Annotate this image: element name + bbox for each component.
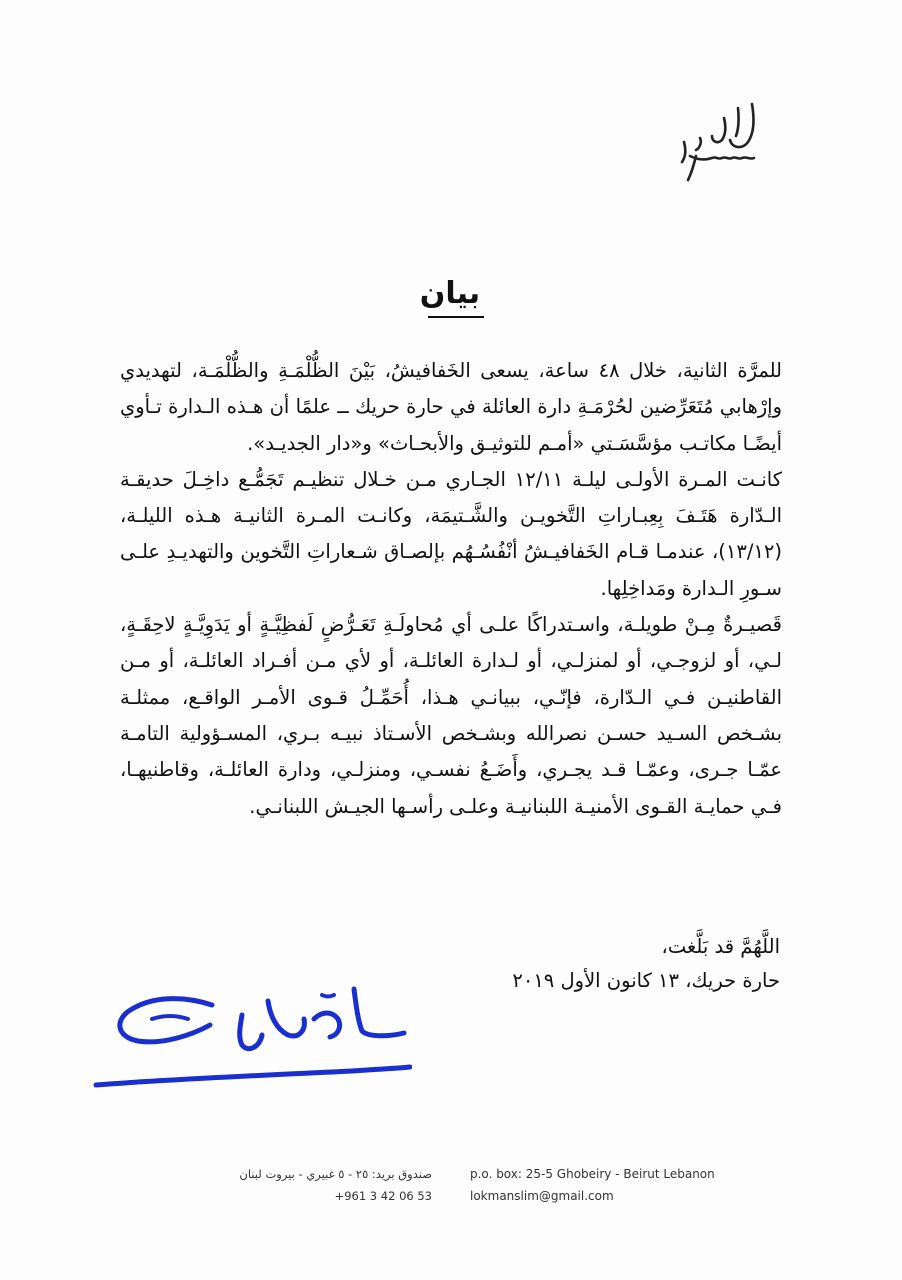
footer-email: lokmanslim@gmail.com (470, 1189, 614, 1203)
title-underline (428, 316, 484, 318)
footer-arabic-contact (200, 1163, 432, 1207)
footer-english-address: p.o. box: 25-5 Ghobeiry - Beirut Lebanon (470, 1167, 715, 1181)
footer-arabic-address: صندوق بريد: ٢٥ - ٥ غبيري - بيروت لبنان (239, 1167, 432, 1181)
signature (92, 975, 412, 1095)
footer-phone: +961 3 42 06 53 (334, 1189, 432, 1203)
paragraph-1: للمرَّة الثانية، خلال ٤٨ ساعة، يسعى الخَفافيشُ، بَيْنَ الظُّلْمَـةِ والظُّلْمَـة، لتهديدي وإرْهابي مُتَعَرِّضين لحُرْمَـةِ دارة العائلة في حارة حريك ــ علمًا أن هـذه الـدارة تـأوي أيضًـا مكاتـب مؤسَّسَـتي «أمـم للتوثيـق والأبحـاث» و«دار الجديـد». (120, 359, 783, 455)
paragraph-2: كانـت المـرة الأولـى ليلـة ١٢/١١ الجـاري مـن خـلال تنظيـم تَجَمُّـع داخِـلَ حديقـة الـدّارة هَتَـفَ بِعِبـاراتِ التَّخويـن والشَّـتيمَة، وكانـت المـرة الثانيـة هـذه الليلـة، (١٣/١٢)، عندمـا قـام الخَفافيـشُ أنْفُسُـهُم بإلصـاق شـعاراتِ التَّخوين والتهديـدِ علـى سـورِ الـدارة ومَداخِلِها. (120, 467, 782, 600)
paragraph-3: قَصيـرةٌ مِـنْ طويلـة، واسـتدراكًا علـى أي مُحاولَـةِ تَعَـرُّضٍ لَفظِيَّـةٍ أو يَدَوِيَّـةٍ لاحِقَـةٍ، لـي، أو لزوجـي، أو لمنزلـي، أو لـدارة العائلـة، أو لأي مـن أفـراد العائلـة، أو مـن القاطنيـن فـي الـدّارة، فإنّـي، ببيانـي هـذا، أُحَمِّـلُ قـوى الأمـر الواقـع، ممثلـة بشـخص السـيد حسـن نصرالله وبشـخص الأسـتاذ نبيـه بـري، المسـؤولية التامـة عمّـا جـرى، وعمّـا قـد يجـري، وأَضَـعُ نفسـي، ومنزلـي، ودارة العائلـة، وقاطنيهـا، فـي حمايـة القـوى الأمنيـة اللبنانيـة وعلـى رأسـها الجيـش اللبنانـي. (120, 613, 782, 818)
place-and-date: حارة حريك، ١٣ كانون الأول ٢٠١٩ (512, 969, 780, 992)
footer-english-contact (470, 1163, 750, 1207)
closing-block (360, 930, 780, 998)
statement-body (120, 353, 782, 825)
statement-title: بيان (419, 276, 481, 311)
closing-invocation: اللَّهُمَّ قد بَلَّغت، (661, 935, 780, 958)
calligraphy-logo (676, 98, 762, 184)
